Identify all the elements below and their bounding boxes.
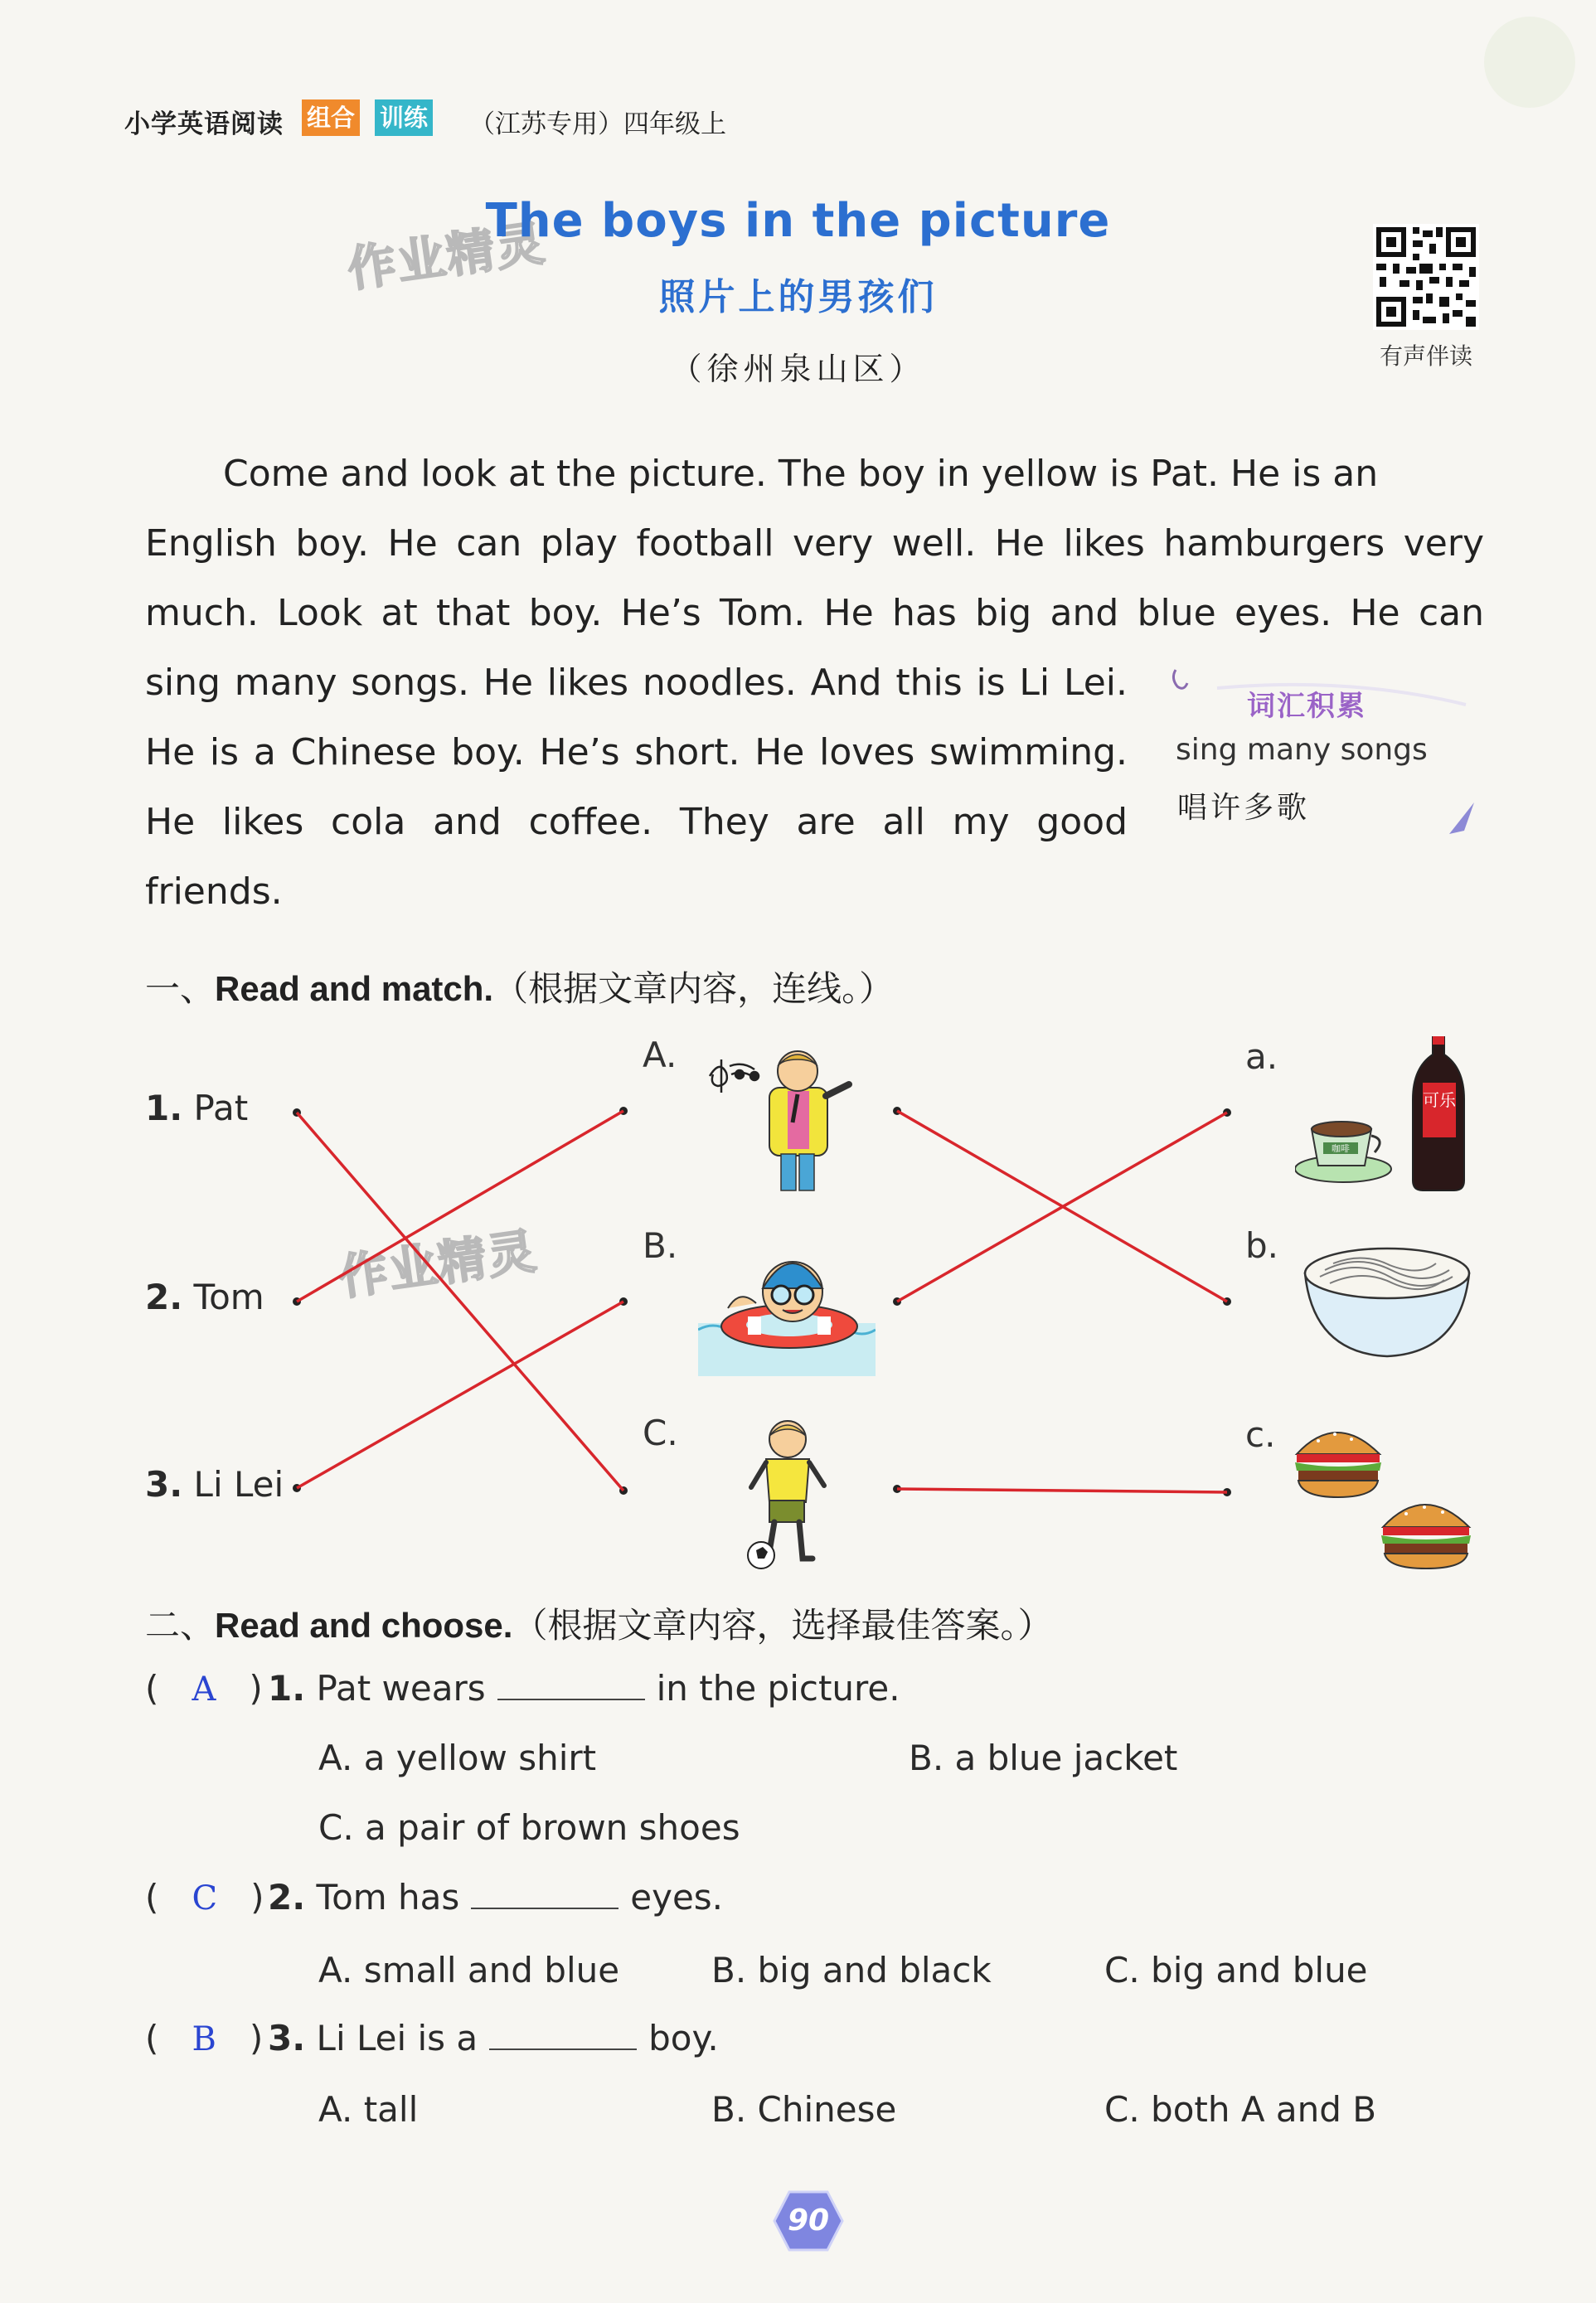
article-subtitle: 照片上的男孩们 — [658, 276, 938, 318]
question-number: 3. — [268, 2018, 306, 2058]
answer-blank[interactable] — [471, 1878, 619, 1909]
answer-value[interactable]: A — [192, 1670, 216, 1709]
passage-line: friends. — [145, 870, 283, 913]
option-a[interactable]: A. small and blue — [318, 1950, 620, 1990]
answer-bracket: ( B ) — [145, 2018, 264, 2058]
question-text: Tom has — [316, 1877, 460, 1918]
question-text: boy. — [648, 2018, 719, 2058]
match-dot[interactable] — [619, 1486, 628, 1495]
tag-combination: 组合 — [302, 99, 360, 136]
option-a[interactable]: A. tall — [318, 2089, 419, 2130]
match-name-pat — [145, 1088, 248, 1128]
qr-code-icon[interactable] — [1373, 224, 1479, 330]
option-c[interactable]: C. a pair of brown shoes — [318, 1807, 740, 1848]
match-dot[interactable] — [893, 1107, 901, 1115]
vocab-note — [1167, 663, 1489, 851]
match-dot[interactable] — [893, 1297, 901, 1306]
section-instruction: （根据文章内容，选择最佳答案。） — [512, 1605, 1053, 1646]
match-name-li-lei — [145, 1464, 284, 1505]
question-3 — [145, 2018, 719, 2058]
article-title: The boys in the picture — [485, 194, 1111, 248]
item-name: Li Lei — [193, 1464, 284, 1505]
book-brand: 小学英语阅读 — [124, 109, 284, 139]
match-dot[interactable] — [619, 1297, 628, 1306]
item-number: 2. — [145, 1277, 183, 1317]
question-text: Li Lei is a — [316, 2018, 478, 2058]
match-line-c-c — [897, 1489, 1227, 1492]
vocab-english: sing many songs — [1176, 733, 1428, 767]
section-title: Read and match. — [215, 969, 494, 1008]
page-number-text: 90 — [787, 2204, 830, 2238]
match-dot[interactable] — [1223, 1108, 1231, 1117]
question-number: 1. — [268, 1668, 306, 1709]
question-2 — [145, 1877, 723, 1918]
cola-and-coffee-icon — [1295, 1036, 1479, 1194]
match-line-b-a — [897, 1113, 1227, 1302]
passage-line: Come and look at the picture. The boy in yellow is Pat. He is an — [223, 453, 1379, 495]
noodles-icon — [1300, 1240, 1474, 1361]
match-dot[interactable] — [1223, 1488, 1231, 1496]
audio-reading-label: 有声伴读 — [1379, 342, 1472, 370]
singing-boy-icon — [705, 1046, 862, 1195]
match-dot[interactable] — [293, 1484, 301, 1492]
match-dot[interactable] — [293, 1108, 301, 1117]
option-a[interactable]: A. a yellow shirt — [318, 1738, 597, 1778]
football-boy-icon — [741, 1418, 832, 1570]
question-text: Pat wears — [316, 1668, 486, 1709]
match-line-lilei-b — [297, 1302, 623, 1488]
hamburgers-icon — [1293, 1421, 1477, 1570]
section-match-heading — [145, 962, 894, 1011]
picture-label-a: A. — [643, 1035, 677, 1075]
option-b[interactable]: B. big and black — [711, 1950, 992, 1990]
option-b[interactable]: B. a blue jacket — [909, 1738, 1178, 1778]
question-text: eyes. — [630, 1877, 724, 1918]
edition-label: （江苏专用）四年级上 — [469, 109, 726, 139]
passage-line: much. Look at that boy. He’s Tom. He has big and blue eyes. He can — [145, 592, 1484, 634]
match-dot[interactable] — [619, 1107, 628, 1115]
coffee-label: 咖啡 — [1332, 1143, 1350, 1154]
option-c[interactable]: C. big and blue — [1104, 1950, 1368, 1990]
item-label-b: b. — [1245, 1225, 1279, 1266]
section-number: 二、 — [145, 1605, 216, 1646]
match-dot[interactable] — [293, 1297, 301, 1306]
item-label-c: c. — [1245, 1414, 1276, 1455]
picture-label-b: B. — [643, 1225, 678, 1266]
swimming-boy-icon — [698, 1244, 876, 1376]
item-name: Pat — [193, 1088, 249, 1128]
section-instruction: （根据文章内容，连线。） — [493, 968, 895, 1009]
section-choose-heading — [145, 1598, 1052, 1648]
answer-value[interactable]: B — [192, 2020, 216, 2058]
item-number: 1. — [145, 1088, 183, 1128]
passage-line: English boy. He can play football very well. He likes hamburgers very — [145, 522, 1484, 565]
watermark: 作业精灵 — [344, 214, 550, 298]
section-title: Read and choose. — [215, 1606, 513, 1645]
question-text: in the picture. — [656, 1668, 900, 1709]
item-label-a: a. — [1245, 1036, 1278, 1077]
tag-training: 训练 — [375, 99, 433, 136]
answer-blank[interactable] — [497, 1669, 645, 1700]
page-number — [773, 2190, 844, 2252]
item-number: 3. — [145, 1464, 183, 1505]
vocab-chinese: 唱许多歌 — [1177, 791, 1311, 825]
option-b[interactable]: B. Chinese — [711, 2089, 897, 2130]
answer-bracket: ( A ) — [145, 1668, 263, 1709]
answer-bracket: ( C ) — [145, 1877, 264, 1918]
picture-label-c: C. — [643, 1413, 678, 1453]
article-source: （徐州泉山区） — [670, 351, 926, 387]
watermark: 作业精灵 — [336, 1222, 541, 1307]
match-line-a-b — [897, 1111, 1227, 1302]
option-c[interactable]: C. both A and B — [1104, 2089, 1377, 2130]
match-dot[interactable] — [893, 1485, 901, 1493]
vocab-title: 词汇积累 — [1247, 690, 1366, 723]
section-number: 一、 — [145, 968, 216, 1009]
cola-label: 可乐 — [1423, 1090, 1456, 1110]
passage-line: He is a Chinese boy. He’s short. He loves swimming. — [145, 731, 1128, 773]
question-number: 2. — [268, 1877, 306, 1918]
passage-line: He likes cola and coffee. They are all my good — [145, 801, 1128, 843]
match-name-tom — [145, 1277, 264, 1317]
question-1 — [145, 1668, 900, 1709]
match-dot[interactable] — [1223, 1297, 1231, 1306]
answer-value[interactable]: C — [192, 1879, 218, 1918]
answer-blank[interactable] — [489, 2019, 637, 2050]
item-name: Tom — [193, 1277, 264, 1317]
corner-decoration — [1484, 17, 1575, 108]
passage-line: sing many songs. He likes noodles. And this is Li Lei. — [145, 662, 1128, 704]
